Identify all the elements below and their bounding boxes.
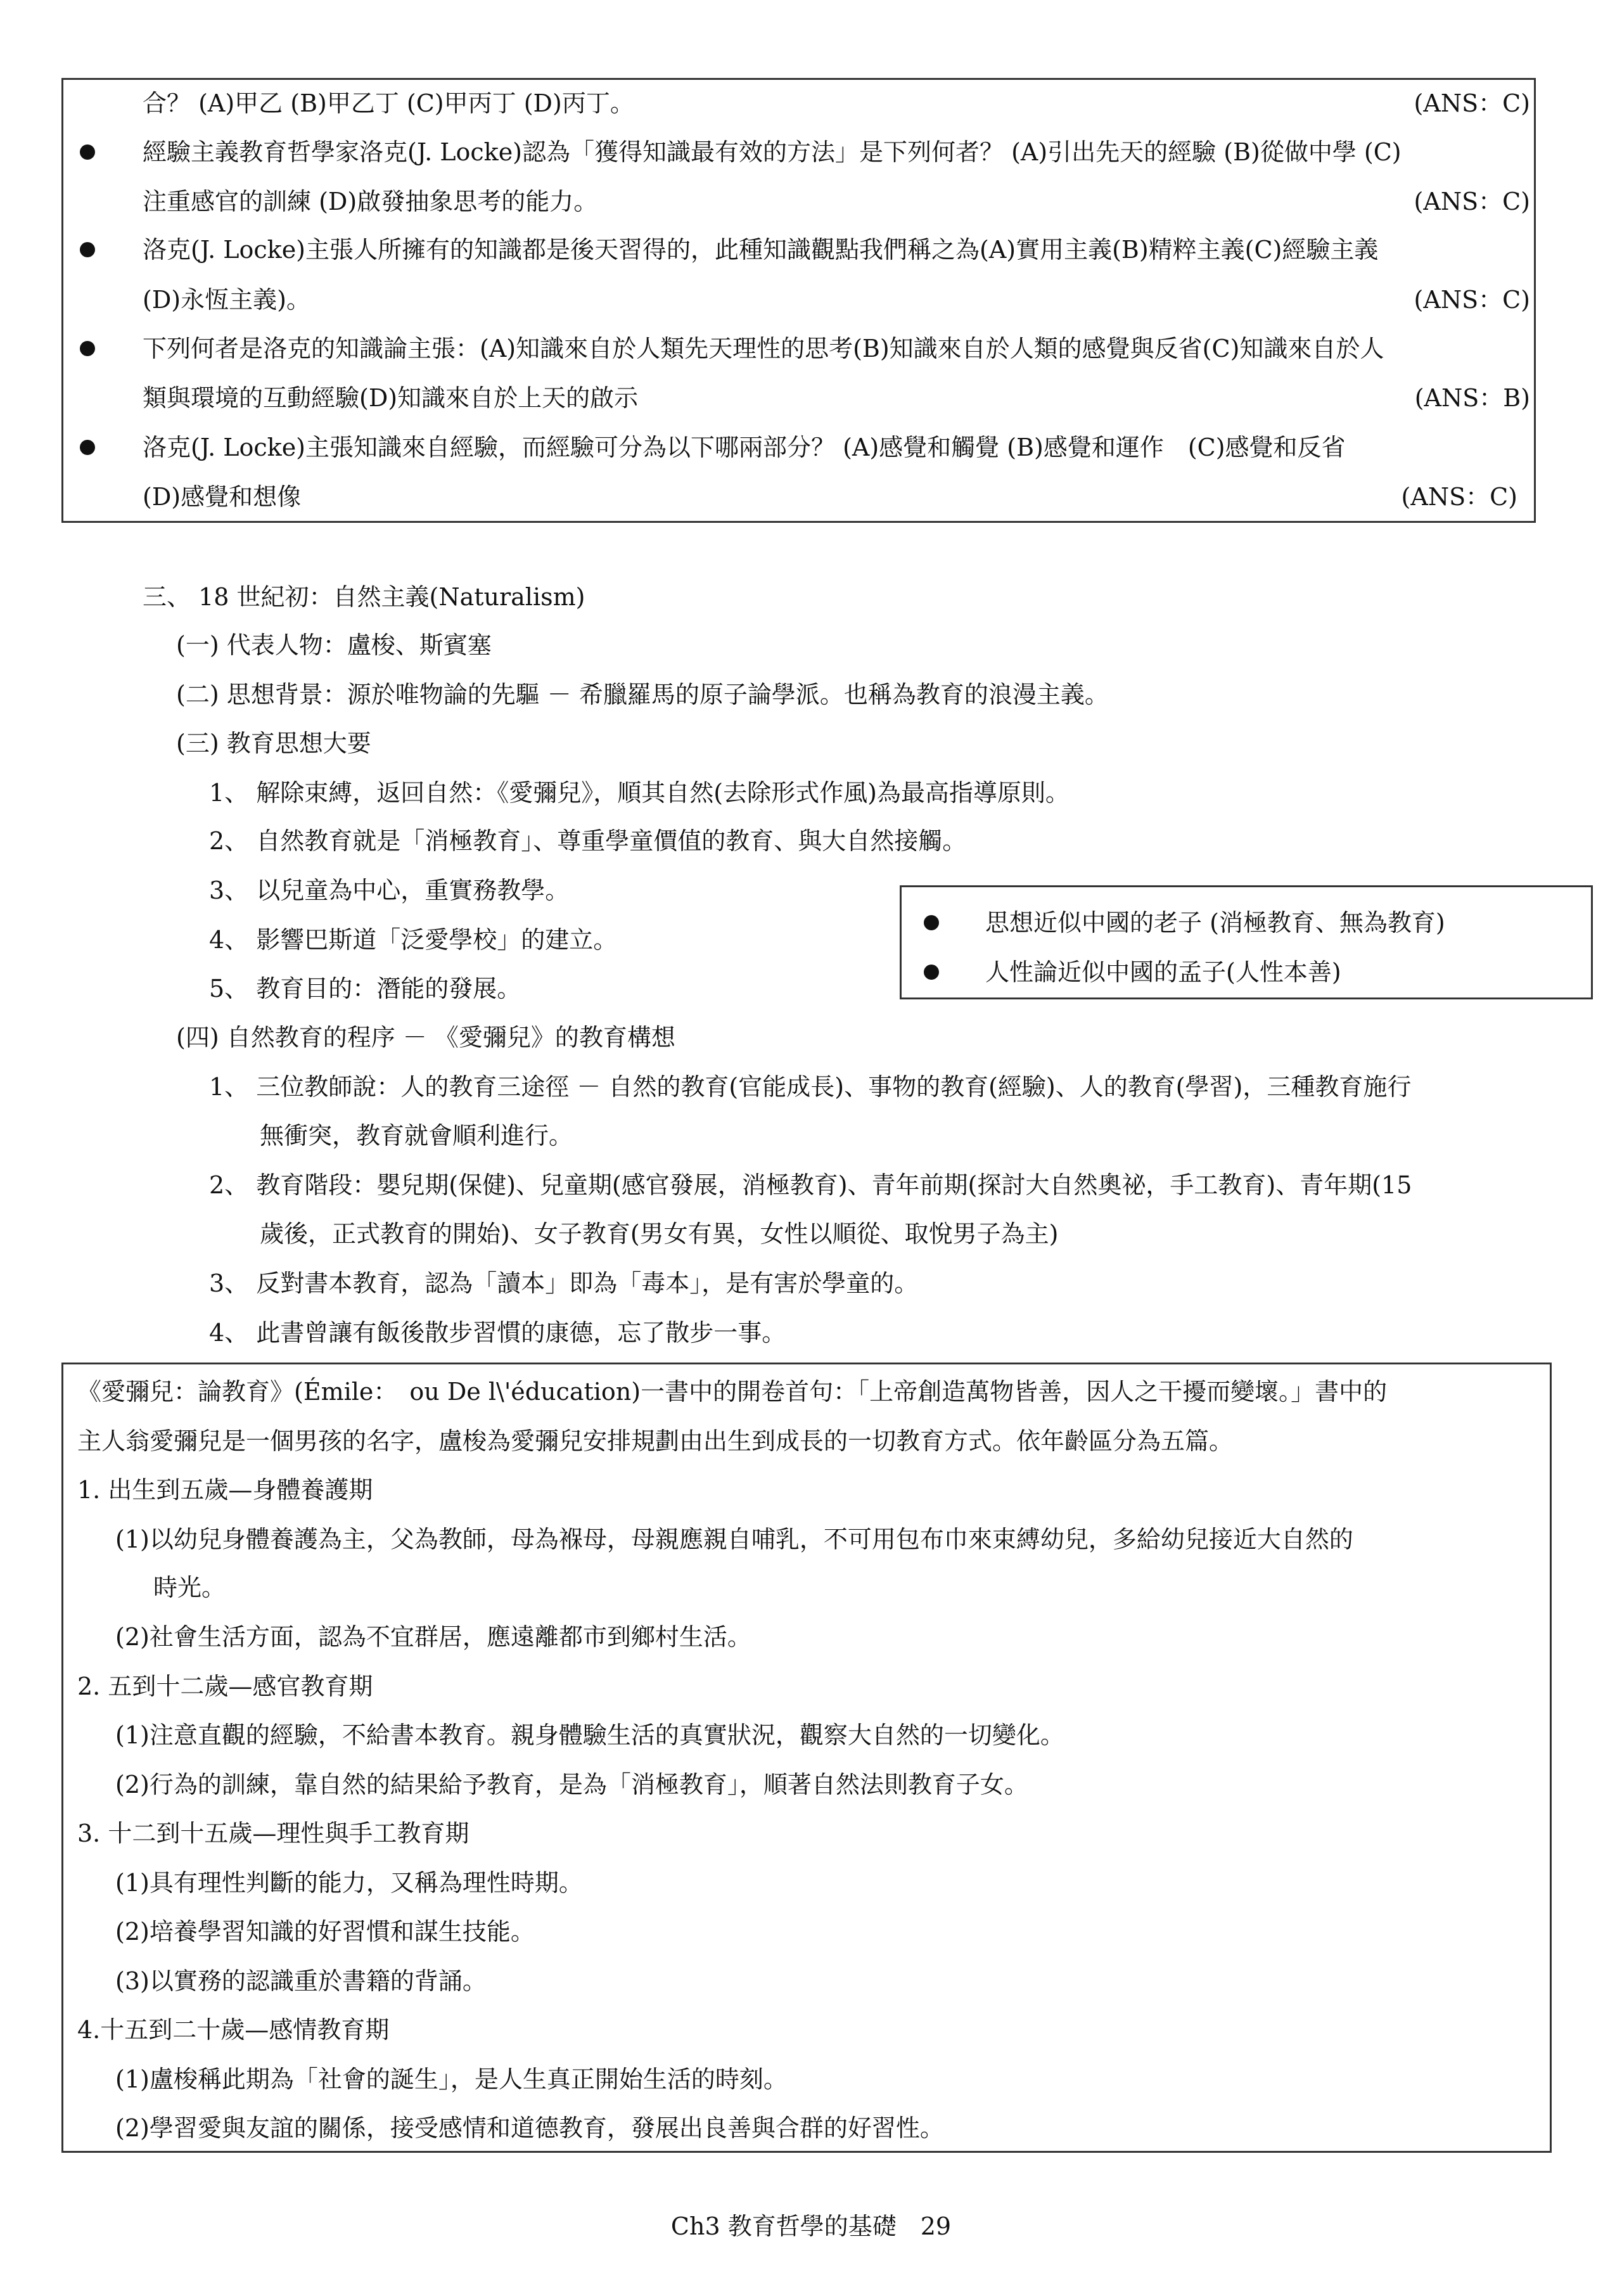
point: 3、 以兒童為中心，重實務教學。 (209, 876, 570, 904)
stage-heading: 4.十五到二十歲—感情教育期 (77, 2016, 390, 2044)
bullet-icon (924, 915, 939, 930)
point-cont: 歲後，正式教育的開始)、女子教育(男女有異，女性以順從、取悅男子為主) (260, 1220, 1059, 1248)
quiz-line: 合？ (A)甲乙 (B)甲乙丁 (C)甲丙丁 (D)丙丁。 (143, 89, 634, 117)
stage-item: (1)注意直觀的經驗，不給書本教育。親身體驗生活的真實狀況，觀察大自然的一切變化。 (115, 1721, 1064, 1749)
quiz-line: 類與環境的互動經驗(D)知識來自於上天的啟示 (143, 384, 639, 412)
subsection: (三) 教育思想大要 (176, 729, 371, 757)
bullet-icon (80, 440, 95, 455)
point: 1、 解除束縛，返回自然：《愛彌兒》，順其自然(去除形式作風)為最高指導原則。 (209, 779, 1070, 807)
stage-heading: 1. 出生到五歲—身體養護期 (77, 1476, 373, 1504)
quiz-answer: (ANS：B) (1414, 384, 1530, 412)
point: 3、 反對書本教育，認為「讀本」即為「毒本」，是有害於學童的。 (209, 1269, 919, 1297)
quiz-line: 經驗主義教育哲學家洛克(J. Locke)認為「獲得知識最有效的方法」是下列何者？ (A)引出先天的經驗 (B)從做中學 (C) (143, 138, 1402, 166)
bullet-icon (80, 144, 95, 160)
point: 1、 三位教師說：人的教育三途徑 － 自然的教育(官能成長)、事物的教育(經驗)、人的教育(學習)，三種教育施行 (209, 1073, 1412, 1101)
quiz-line: (D)永恆主義)。 (143, 286, 310, 314)
quiz-line: (D)感覺和想像 (143, 483, 302, 511)
stage-item: (3)以實務的認識重於書籍的背誦。 (115, 1967, 487, 1995)
point: 2、 自然教育就是「消極教育」、尊重學童價值的教育、與大自然接觸。 (209, 827, 967, 855)
section-heading: 三、 18 世紀初：自然主義(Naturalism) (143, 583, 585, 611)
stage-item: (2)行為的訓練，靠自然的結果給予教育，是為「消極教育」，順著自然法則教育子女。 (115, 1771, 1028, 1799)
bullet-icon (80, 341, 95, 356)
stage-item: (2)培養學習知識的好習慣和謀生技能。 (115, 1918, 535, 1946)
subsection: (一) 代表人物：盧梭、斯賓塞 (176, 631, 492, 659)
point: 4、 影響巴斯道「泛愛學校」的建立。 (209, 926, 618, 954)
page-footer: Ch3 教育哲學的基礎 29 (670, 2212, 952, 2240)
emile-intro: 《愛彌兒：論教育》(Émile： ou De l\'éducation)一書中的開卷首句：「上帝創造萬物皆善，因人之干擾而變壞。」書中的 (77, 1378, 1388, 1406)
bullet-icon (80, 242, 95, 257)
quiz-answer: (ANS：C) (1401, 483, 1517, 511)
note-line: 思想近似中國的老子 (消極教育、無為教育) (985, 909, 1445, 937)
stage-item: 時光。 (153, 1574, 226, 1601)
stage-heading: 2. 五到十二歲—感官教育期 (77, 1672, 373, 1700)
note-line: 人性論近似中國的孟子(人性本善) (985, 958, 1341, 986)
quiz-line: 洛克(J. Locke)主張人所擁有的知識都是後天習得的，此種知識觀點我們稱之為(A)實用主義(B)精粹主義(C)經驗主義 (143, 236, 1379, 264)
point: 2、 教育階段：嬰兒期(保健)、兒童期(感官發展，消極教育)、青年前期(探討大自然奧祕，手工教育)、青年期(15 (209, 1171, 1412, 1199)
subsection: (四) 自然教育的程序 － 《愛彌兒》的教育構想 (176, 1023, 675, 1051)
quiz-line: 注重感官的訓練 (D)啟發抽象思考的能力。 (143, 188, 598, 215)
stage-item: (2)社會生活方面，認為不宜群居，應遠離都市到鄉村生活。 (115, 1623, 751, 1651)
stage-heading: 3. 十二到十五歲—理性與手工教育期 (77, 1819, 469, 1847)
stage-item: (1)盧梭稱此期為「社會的誕生」，是人生真正開始生活的時刻。 (115, 2065, 788, 2093)
bullet-icon (924, 965, 939, 980)
quiz-line: 洛克(J. Locke)主張知識來自經驗，而經驗可分為以下哪兩部分？ (A)感覺和觸覺 (B)感覺和運作 (C)感覺和反省 (143, 433, 1346, 461)
point: 4、 此書曾讓有飯後散步習慣的康德，忘了散步一事。 (209, 1319, 786, 1347)
quiz-answer: (ANS：C) (1414, 89, 1530, 117)
stage-item: (2)學習愛與友誼的關係，接受感情和道德教育，發展出良善與合群的好習性。 (115, 2114, 944, 2142)
point-cont: 無衝突，教育就會順利進行。 (260, 1122, 573, 1150)
point: 5、 教育目的：潛能的發展。 (209, 975, 521, 1003)
quiz-line: 下列何者是洛克的知識論主張：(A)知識來自於人類先天理性的思考(B)知識來自於人類的感覺與反省(C)知識來自於人 (143, 335, 1384, 362)
stage-item: (1)具有理性判斷的能力，又稱為理性時期。 (115, 1869, 583, 1897)
subsection: (二) 思想背景：源於唯物論的先驅 － 希臘羅馬的原子論學派。也稱為教育的浪漫主義。 (176, 681, 1109, 709)
stage-item: (1)以幼兒身體養護為主，父為教師，母為褓母，母親應親自哺乳，不可用包布巾來束縛幼兒，多給幼兒接近大自然的 (115, 1525, 1353, 1553)
quiz-answer: (ANS：C) (1414, 188, 1530, 215)
emile-intro: 主人翁愛彌兒是一個男孩的名字，盧梭為愛彌兒安排規劃由出生到成長的一切教育方式。依年齡區分為五篇。 (77, 1427, 1234, 1455)
quiz-answer: (ANS：C) (1414, 286, 1530, 314)
